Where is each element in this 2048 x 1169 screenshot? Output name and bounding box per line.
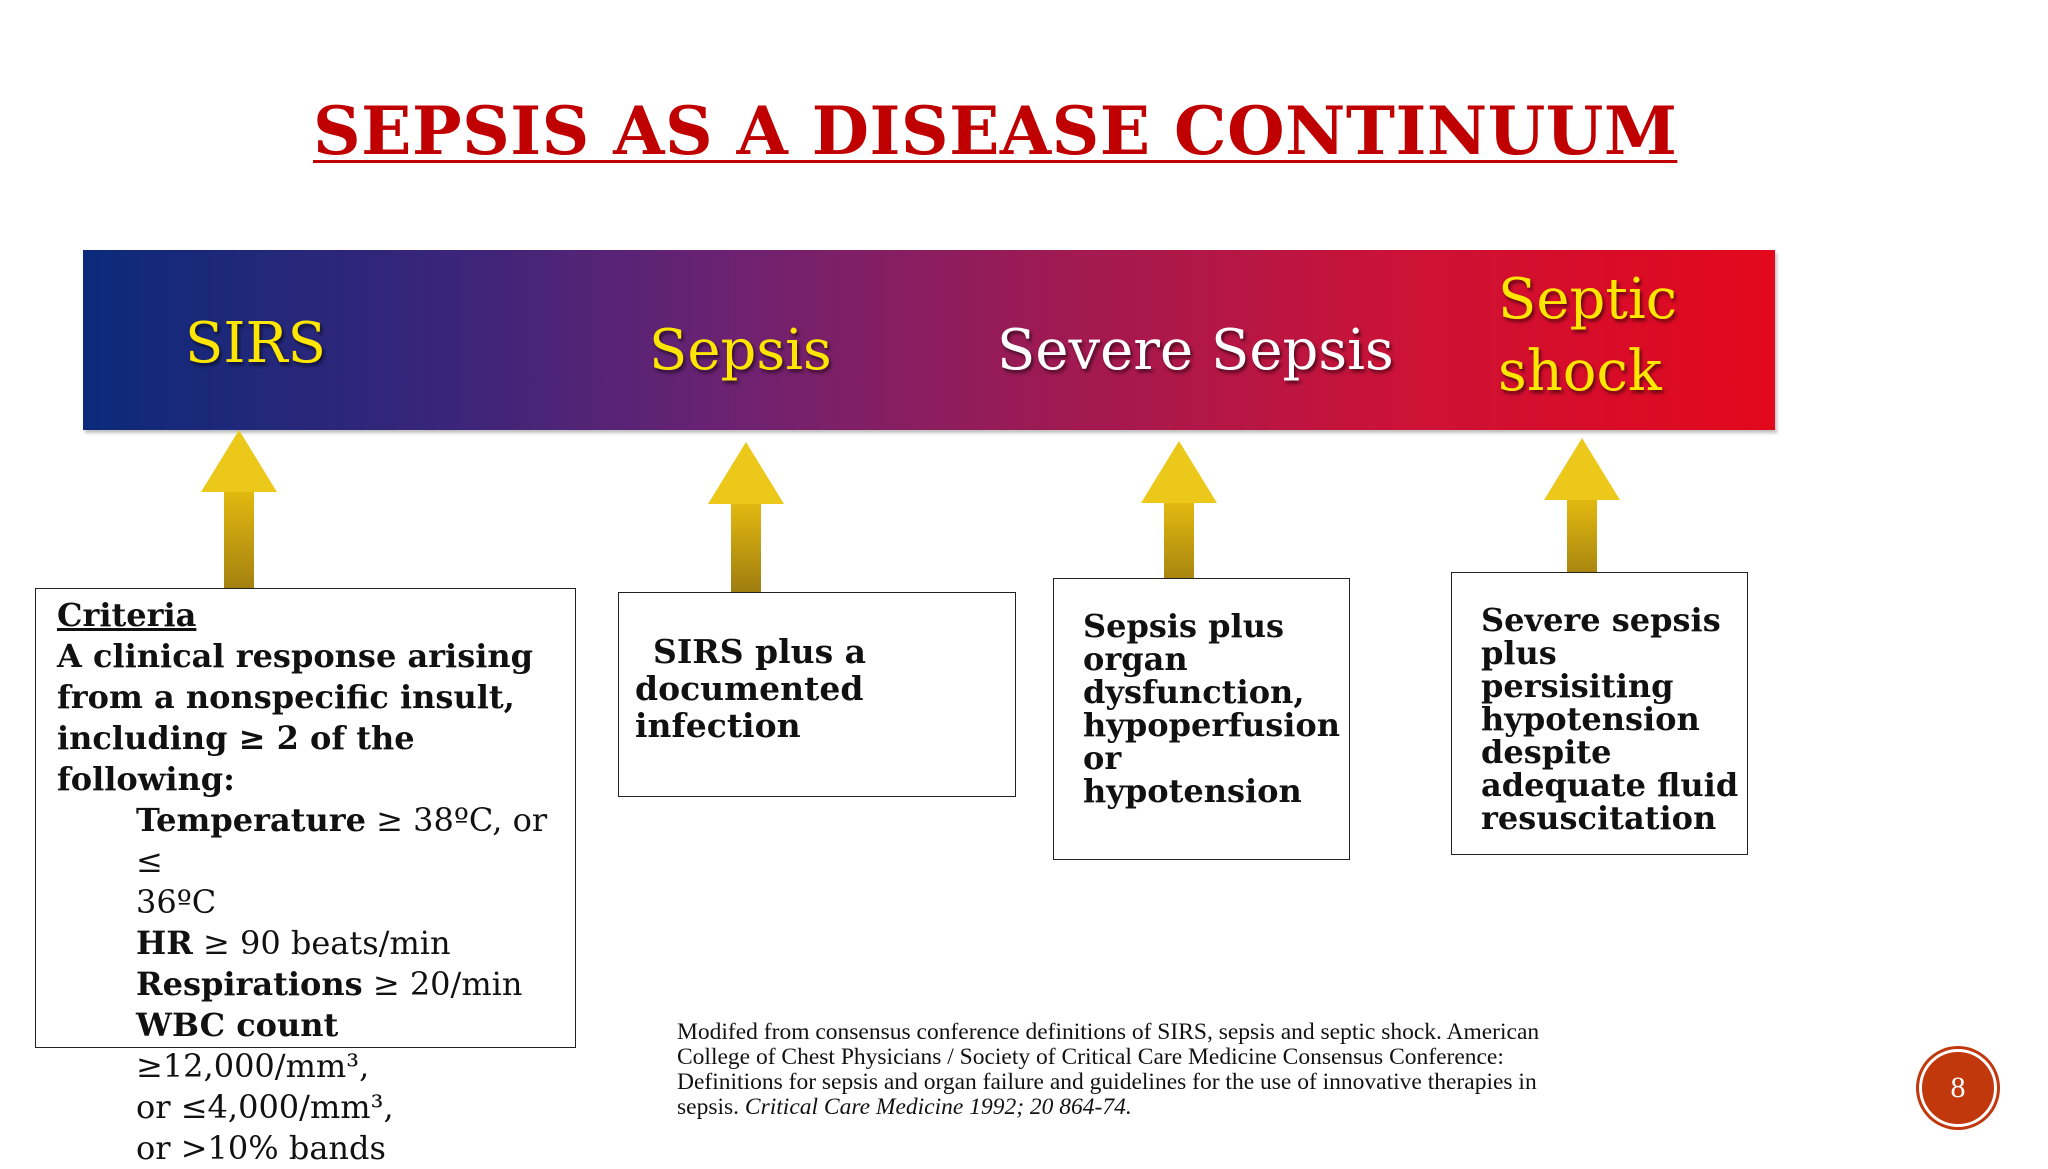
citation-footnote — [677, 1020, 1657, 1120]
citation-journal: Critical Care Medicine 1992; 20 864-74. — [744, 1094, 1132, 1120]
citation-line3: Definitions for sepsis and organ failure and guidelines for the use of innovative therapies in — [677, 1069, 1537, 1095]
wbc-value: ≥12,000/mm³, — [136, 1047, 370, 1085]
slide-title: SEPSIS AS A DISEASE CONTINUUM — [313, 92, 1678, 170]
criteria-intro-3: including ≥ 2 of the following: — [57, 719, 415, 798]
citation-line4 — [677, 1095, 1657, 1120]
criterion-wbc — [57, 1005, 575, 1087]
sepsis-definition-box — [618, 592, 1016, 797]
severe-sepsis-definition-box — [1053, 578, 1350, 860]
wbc-value-2: or ≤4,000/mm³, — [136, 1088, 394, 1126]
sepsis-def-line1: SIRS plus a — [653, 632, 867, 671]
stage-sepsis-label: Sepsis — [649, 318, 832, 383]
septic-shock-definition-box — [1451, 572, 1748, 855]
temperature-value-2: 36ºC — [136, 883, 217, 921]
stage-sirs-label: SIRS — [185, 311, 327, 376]
criteria-intro-1: A clinical response arising — [57, 637, 533, 675]
page-number: 8 — [1950, 1071, 1966, 1104]
criterion-temperature — [57, 800, 575, 882]
criteria-intro-2: from a nonspecific insult, — [57, 678, 515, 716]
temperature-value: ≥ 38ºC, or ≤ — [136, 801, 548, 880]
respirations-label: Respirations — [136, 965, 363, 1003]
sirs-criteria-box — [35, 588, 576, 1167]
shock-def-line3: hypotension — [1481, 700, 1700, 738]
respirations-value: ≥ 20/min — [362, 965, 523, 1003]
criterion-respirations — [57, 964, 575, 1005]
shock-def-line1: Severe sepsis — [1481, 601, 1721, 639]
shock-def-line6: resuscitation — [1481, 799, 1717, 837]
criteria-heading: Criteria — [57, 596, 197, 634]
citation-line4-plain: sepsis. — [677, 1094, 745, 1120]
shock-def-line4: despite — [1481, 733, 1612, 771]
wbc-value-3: or >10% bands — [136, 1129, 386, 1167]
citation-line2: College of Chest Physicians / Society of Critical Care Medicine Consensus Conference: — [677, 1044, 1504, 1070]
stage-severe-sepsis-label: Severe Sepsis — [997, 318, 1394, 383]
severe-def-line4: hypoperfusion — [1083, 706, 1340, 744]
septic-shock-line2: shock — [1498, 339, 1662, 404]
sepsis-def-line2: documented infection — [635, 669, 864, 745]
citation-line1: Modifed from consensus conference definitions of SIRS, sepsis and septic shock. American — [677, 1019, 1540, 1045]
hr-label: HR — [136, 924, 193, 962]
severe-def-line1: Sepsis plus — [1083, 607, 1284, 645]
shock-def-line2: plus persisiting — [1481, 634, 1674, 705]
severe-def-line3: dysfunction, — [1083, 673, 1305, 711]
page-number-badge — [1919, 1049, 1997, 1127]
wbc-label: WBC count — [136, 1006, 339, 1044]
hr-value: ≥ 90 beats/min — [192, 924, 451, 962]
temperature-label: Temperature — [136, 801, 366, 839]
severe-def-line5: or hypotension — [1083, 739, 1302, 810]
stage-septic-shock-label — [1498, 264, 1677, 408]
criterion-hr — [57, 923, 575, 964]
severe-def-line2: organ — [1083, 640, 1188, 678]
septic-shock-line1: Septic — [1498, 267, 1678, 332]
shock-def-line5: adequate fluid — [1481, 766, 1739, 804]
